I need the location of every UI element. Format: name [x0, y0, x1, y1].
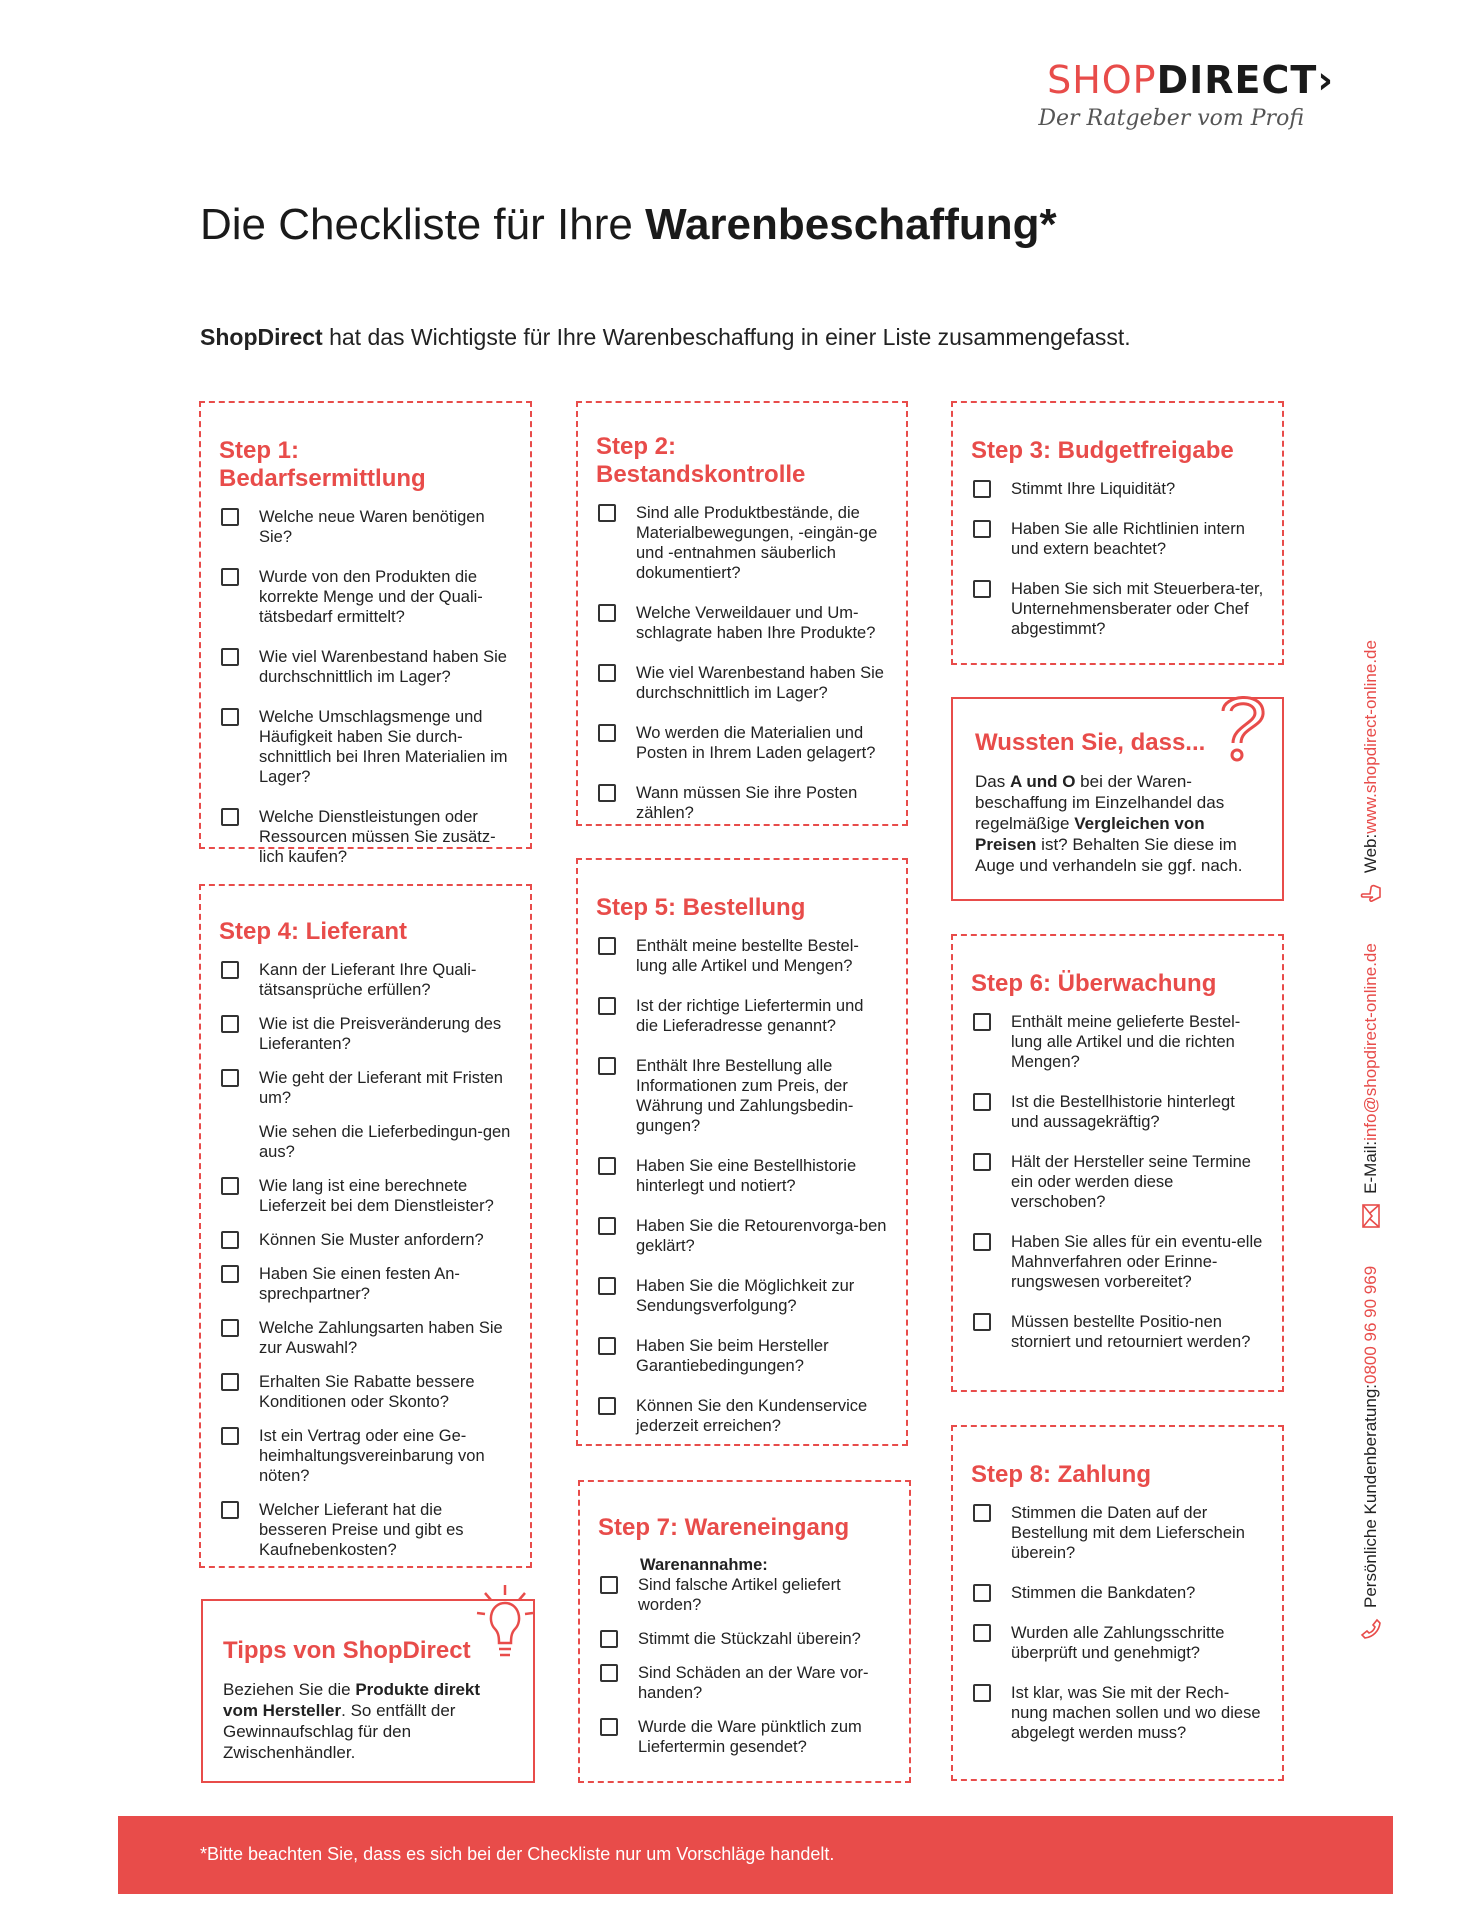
pointer-hand-icon [1360, 883, 1382, 905]
checkbox[interactable] [973, 1504, 991, 1522]
checklist-item[interactable] [219, 1014, 512, 1054]
web-contact[interactable] [1360, 640, 1382, 905]
checklist-item[interactable] [971, 1012, 1264, 1072]
checklist-item[interactable] [219, 960, 512, 1000]
wussten-box [951, 697, 1284, 901]
checklist-item-label: Können Sie den Kundenservice jederzeit erreichen? [636, 1397, 868, 1435]
tipps-text [223, 1679, 513, 1763]
step4-heading: Step 4: Lieferant [219, 918, 408, 945]
step5-box [576, 858, 908, 1446]
checklist-item[interactable] [219, 807, 512, 867]
checklist-item[interactable] [596, 1276, 888, 1316]
checkbox[interactable] [598, 784, 616, 802]
checkbox[interactable] [598, 1057, 616, 1075]
checklist-item[interactable] [598, 1629, 891, 1649]
checkbox[interactable] [221, 961, 239, 979]
checklist-item[interactable] [971, 1152, 1264, 1212]
checkbox[interactable] [973, 480, 991, 498]
checkbox[interactable] [221, 808, 239, 826]
checklist-item-label: Haben Sie sich mit Steuerbera-ter, Unternehmensberater oder Chef abgestimmt? [1011, 580, 1264, 638]
checklist-item-label: Haben Sie die Möglichkeit zur Sendungsverfolgung? [636, 1277, 855, 1315]
checklist-item-label: Stimmen die Bankdaten? [1011, 1584, 1196, 1602]
checkbox[interactable] [598, 997, 616, 1015]
checklist-item-label: Müssen bestellte Positio-nen storniert und retourniert werden? [1011, 1313, 1251, 1351]
checkbox[interactable] [598, 1217, 616, 1235]
step4-box [199, 884, 532, 1568]
checklist-item[interactable] [219, 1426, 512, 1486]
checklist-item[interactable] [596, 1056, 888, 1136]
checkbox[interactable] [973, 1313, 991, 1331]
checklist-item[interactable] [598, 1717, 891, 1757]
step7-box [578, 1480, 911, 1783]
tipps-b1: Produkte direkt vom Hersteller [223, 1680, 481, 1720]
wussten-p2: bei der Waren-beschaffung im Einzelhandel das regelmäßige [975, 772, 1225, 833]
logo-arrow-icon: › [1317, 58, 1334, 102]
checkbox[interactable] [221, 1373, 239, 1391]
checklist-item[interactable] [219, 1372, 512, 1412]
checklist-item-label: Wurde von den Produkten die korrekte Menge und der Quali-tätsbedarf ermittelt? [259, 568, 483, 626]
step7-subheading: Warenannahme: [640, 1556, 768, 1574]
step8-box [951, 1425, 1284, 1781]
phone-icon [1360, 1618, 1382, 1640]
checklist-item[interactable] [596, 663, 888, 703]
checklist-item-label: Ist die Bestellhistorie hinterlegt und aussagekräftig? [1011, 1093, 1235, 1131]
page-title [200, 200, 1057, 250]
email-label: E-Mail: [1361, 1140, 1380, 1194]
checkbox[interactable] [221, 1319, 239, 1337]
checkbox[interactable] [221, 1069, 239, 1087]
web-label: Web: [1361, 833, 1380, 874]
checkbox[interactable] [973, 1624, 991, 1642]
checklist-item[interactable] [219, 707, 512, 787]
checklist-item-label: Hält der Hersteller seine Termine ein oder werden diese verschoben? [1011, 1153, 1251, 1211]
logo-wordmark [1038, 58, 1334, 102]
checklist-item-label: Erhalten Sie Rabatte bessere Konditionen oder Skonto? [259, 1373, 475, 1411]
checkbox[interactable] [221, 1123, 239, 1141]
checklist-item-label: Welche Zahlungsarten haben Sie zur Auswahl? [259, 1319, 503, 1357]
checkbox[interactable] [600, 1576, 618, 1594]
checklist-item[interactable] [971, 1232, 1264, 1292]
checklist-item[interactable] [219, 1264, 512, 1304]
step5-heading: Step 5: Bestellung [596, 894, 806, 921]
checklist-item-label: Können Sie Muster anfordern? [259, 1231, 484, 1249]
checklist-item[interactable] [971, 519, 1264, 559]
checklist-item[interactable] [596, 503, 888, 583]
step2-box [576, 401, 908, 826]
checklist-item-label: Haben Sie eine Bestellhistorie hinterlegt und notiert? [636, 1157, 857, 1195]
question-mark-icon [1211, 687, 1273, 765]
checkbox[interactable] [598, 664, 616, 682]
checkbox[interactable] [221, 568, 239, 586]
checklist-item-label: Wurde die Ware pünktlich zum Liefertermin gesendet? [638, 1718, 862, 1756]
checklist-item[interactable] [219, 647, 512, 687]
logo-shop: SHOP [1047, 58, 1157, 102]
wussten-b1: A und O [1009, 772, 1076, 791]
checkbox[interactable] [221, 648, 239, 666]
step3-box [951, 401, 1284, 665]
checklist-item-label: Stimmt Ihre Liquidität? [1011, 480, 1176, 498]
checkbox[interactable] [221, 1501, 239, 1519]
checkbox[interactable] [973, 1093, 991, 1111]
checkbox[interactable] [598, 1397, 616, 1415]
checklist-item-label: Enthält Ihre Bestellung alle Informationen zum Preis, der Währung und Zahlungsbedin-gungen? [636, 1057, 854, 1135]
checklist-item-label: Welche Dienstleistungen oder Ressourcen müssen Sie zusätz-lich kaufen? [259, 808, 496, 866]
checklist-item-label: Kann der Lieferant Ihre Quali-tätsansprüche erfüllen? [259, 961, 477, 999]
brand-logo [1038, 58, 1334, 131]
checkbox[interactable] [973, 1584, 991, 1602]
checklist-item-label: Haben Sie einen festen An-sprechpartner? [259, 1265, 460, 1303]
checklist-item-label: Wann müssen Sie ihre Posten zählen? [636, 784, 858, 822]
checkbox[interactable] [973, 1013, 991, 1031]
checkbox[interactable] [598, 1157, 616, 1175]
logo-direct: DIRECT [1156, 58, 1318, 102]
checklist-item-label: Wie geht der Lieferant mit Fristen um? [259, 1069, 503, 1107]
checklist-item-label: Haben Sie die Retourenvorga-ben geklärt? [636, 1217, 887, 1255]
checklist-item-label: Ist der richtige Liefertermin und die Lieferadresse genannt? [636, 997, 864, 1035]
step6-heading: Step 6: Überwachung [971, 970, 1217, 997]
checklist-item[interactable] [971, 1503, 1264, 1563]
checklist-item-label: Welche Umschlagsmenge und Häufigkeit haben Sie durch-schnittlich bei Ihren Materialien im Lager? [259, 708, 508, 786]
wussten-p1: Das [975, 772, 1010, 791]
contact-sidebar [1360, 602, 1382, 1640]
checklist-item-label: Wie viel Warenbestand haben Sie durchschnittlich im Lager? [259, 648, 507, 686]
checklist-item-label: Sind alle Produktbestände, die Materialbewegungen, -eingän-ge und -entnahmen säuberlich dokumentiert? [636, 504, 878, 582]
checklist-item[interactable] [219, 1122, 512, 1162]
checklist-item-label: Enthält meine bestellte Bestel-lung alle Artikel und Mengen? [636, 937, 859, 975]
checklist-item[interactable] [219, 567, 512, 627]
checkbox[interactable] [598, 1277, 616, 1295]
checklist-item[interactable] [219, 507, 512, 547]
title-normal: Die Checkliste für Ihre [200, 200, 646, 249]
checklist-item-label: Enthält meine gelieferte Bestel-lung alle Artikel und die richten Mengen? [1011, 1013, 1241, 1071]
checklist-item[interactable] [596, 1396, 888, 1436]
checkbox[interactable] [221, 1427, 239, 1445]
checkbox[interactable] [973, 1153, 991, 1171]
checklist-item-label: Ist ein Vertrag oder eine Ge-heimhaltungsvereinbarung von nöten? [259, 1427, 485, 1485]
checklist-item-label: Wo werden die Materialien und Posten in Ihrem Laden gelagert? [636, 724, 876, 762]
checklist-item[interactable] [596, 1216, 888, 1256]
phone-label: Persönliche Kundenberatung: [1361, 1384, 1380, 1608]
tipps-heading: Tipps von ShopDirect [223, 1637, 471, 1664]
checkbox[interactable] [600, 1718, 618, 1736]
checklist-item[interactable] [596, 936, 888, 976]
checklist-item[interactable] [598, 1663, 891, 1703]
checklist-item[interactable] [971, 1092, 1264, 1132]
checklist-item-label: Wie ist die Preisveränderung des Lieferanten? [259, 1015, 502, 1053]
checklist-item[interactable] [219, 1176, 512, 1216]
footer-note: *Bitte beachten Sie, dass es sich bei der Checkliste nur um Vorschläge handelt. [200, 1844, 835, 1864]
checklist-item[interactable] [219, 1500, 512, 1560]
checklist-item[interactable] [219, 1318, 512, 1358]
checkbox[interactable] [598, 724, 616, 742]
checklist-item-label: Stimmt die Stückzahl überein? [638, 1630, 861, 1648]
checklist-item[interactable] [596, 1156, 888, 1196]
tipps-p2: . So entfällt der Gewinnaufschlag für den Zwischenhändler. [223, 1701, 456, 1762]
checklist-item-label: Haben Sie beim Hersteller Garantiebedingungen? [636, 1337, 829, 1375]
intro-brand: ShopDirect [200, 324, 323, 350]
checklist-item[interactable] [596, 1336, 888, 1376]
step7-heading: Step 7: Wareneingang [598, 1514, 850, 1541]
checklist-item[interactable] [596, 996, 888, 1036]
checklist-item-label: Wie viel Warenbestand haben Sie durchschnittlich im Lager? [636, 664, 884, 702]
checkbox[interactable] [598, 504, 616, 522]
checklist-item-label: Welche neue Waren benötigen Sie? [259, 508, 485, 546]
checklist-item[interactable] [219, 1068, 512, 1108]
wussten-text [975, 771, 1260, 876]
wussten-heading: Wussten Sie, dass... [975, 729, 1206, 756]
checkbox[interactable] [598, 604, 616, 622]
checkbox[interactable] [973, 1684, 991, 1702]
step2-heading: Step 2: Bestandskontrolle [596, 433, 806, 488]
checklist-item-label: Welcher Lieferant hat die besseren Preise und gibt es Kaufnebenkosten? [259, 1501, 464, 1559]
intro-text [200, 324, 1131, 351]
checklist-item[interactable] [596, 723, 888, 763]
checkbox[interactable] [221, 1177, 239, 1195]
checklist-item[interactable] [219, 1230, 512, 1250]
checkbox[interactable] [600, 1630, 618, 1648]
checklist-item[interactable] [971, 1683, 1264, 1743]
step8-heading: Step 8: Zahlung [971, 1461, 1151, 1488]
step3-heading: Step 3: Budgetfreigabe [971, 437, 1234, 464]
checklist-item[interactable] [971, 1583, 1264, 1603]
checklist-item-label: Haben Sie alles für ein eventu-elle Mahnverfahren oder Erinne-rungswesen vorbereitet? [1011, 1233, 1263, 1291]
email-address[interactable]: info@shopdirect-online.de [1361, 943, 1380, 1141]
checklist-item-label: Wie sehen die Lieferbedingun-gen aus? [259, 1123, 511, 1161]
checklist-item[interactable] [971, 1312, 1264, 1352]
step1-heading: Step 1: Bedarfsermittlung [219, 437, 426, 492]
checklist-item-label: Sind falsche Artikel geliefert worden? [638, 1576, 841, 1614]
checkbox[interactable] [973, 520, 991, 538]
checklist-item[interactable] [598, 1575, 891, 1615]
checklist-item-label: Stimmen die Daten auf der Bestellung mit dem Lieferschein überein? [1011, 1504, 1245, 1562]
checkbox[interactable] [221, 508, 239, 526]
checklist-item-label: Haben Sie alle Richtlinien intern und extern beachtet? [1011, 520, 1245, 558]
checkbox[interactable] [600, 1664, 618, 1682]
wussten-b2: Vergleichen von Preisen [975, 814, 1205, 854]
title-bold: Warenbeschaffung* [645, 200, 1057, 249]
checklist-item-label: Wie lang ist eine berechnete Lieferzeit bei dem Dienstleister? [259, 1177, 494, 1215]
checkbox[interactable] [598, 937, 616, 955]
checkbox[interactable] [221, 708, 239, 726]
mail-icon [1362, 1204, 1380, 1228]
checklist-item-label: Wurden alle Zahlungsschritte überprüft und genehmigt? [1011, 1624, 1225, 1662]
checkbox[interactable] [221, 1265, 239, 1283]
wussten-p3: ist? Behalten Sie diese im Auge und verhandeln sie ggf. nach. [975, 835, 1243, 875]
checklist-item[interactable] [971, 1623, 1264, 1663]
step1-box [199, 401, 532, 866]
checkbox[interactable] [973, 580, 991, 598]
tipps-p1: Beziehen Sie die [223, 1680, 356, 1699]
lightbulb-icon [475, 1583, 535, 1665]
step6-box [951, 934, 1284, 1392]
checkbox[interactable] [221, 1231, 239, 1249]
checklist-item[interactable] [971, 479, 1264, 499]
checklist-item-label: Sind Schäden an der Ware vor-handen? [638, 1664, 869, 1702]
checklist-item[interactable] [596, 603, 888, 643]
checklist-item-label: Welche Verweildauer und Um-schlagrate haben Ihre Produkte? [636, 604, 876, 642]
phone-number[interactable]: 0800 96 90 969 [1361, 1265, 1380, 1384]
checkbox[interactable] [973, 1233, 991, 1251]
phone-contact[interactable] [1360, 1266, 1382, 1640]
tipps-box [201, 1599, 535, 1783]
web-url[interactable]: www.shopdirect-online.de [1361, 640, 1380, 834]
checklist-item-label: Ist klar, was Sie mit der Rech-nung machen sollen und wo diese abgelegt werden muss? [1011, 1684, 1261, 1742]
checkbox[interactable] [598, 1337, 616, 1355]
checklist-item[interactable] [596, 783, 888, 823]
email-contact[interactable] [1361, 943, 1381, 1228]
intro-rest: hat das Wichtigste für Ihre Warenbeschaffung in einer Liste zusammengefasst. [322, 324, 1131, 350]
checkbox[interactable] [221, 1015, 239, 1033]
logo-tagline: Der Ratgeber vom Profi [1038, 106, 1304, 131]
checklist-item[interactable] [971, 579, 1264, 639]
footer-bar [118, 1816, 1393, 1894]
